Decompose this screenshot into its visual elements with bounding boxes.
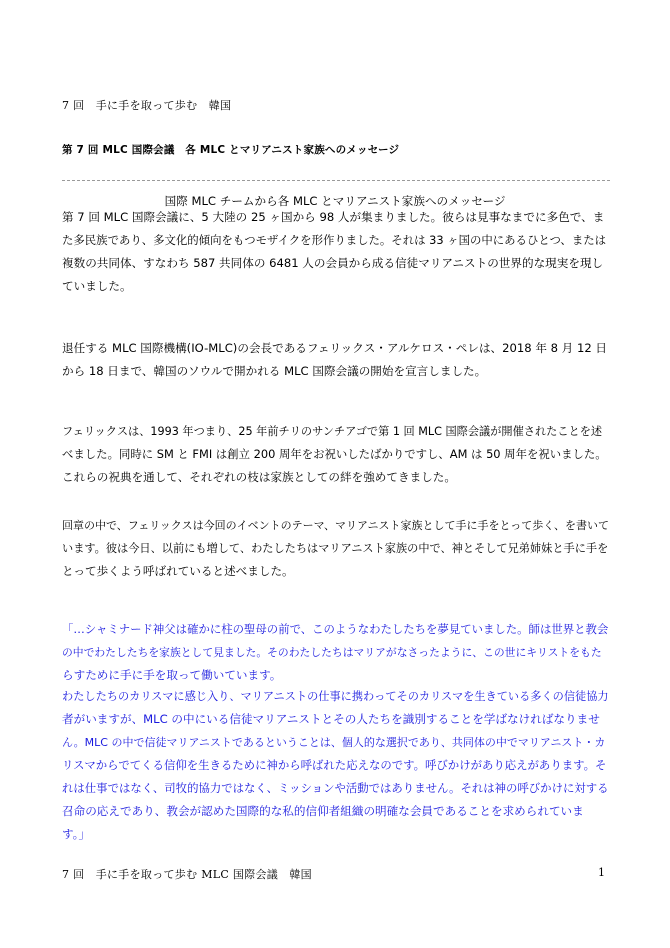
text-line: わたしたちのカリスマに感じ入り、マリアニストの仕事に携わってそのカリスマを生きている多くの信徒協力 <box>62 690 609 703</box>
text-line: とって歩くよう呼ばれていると述べました。 <box>62 564 294 578</box>
text-line: リスマからでてくる信仰を生きるために神から呼ばれた応えなのです。呼びかけがあり応えがあります。そ <box>62 758 607 772</box>
page-header: 7 回 手に手を取って歩む 韓国 <box>62 99 232 112</box>
text-line: 召命の応えであり、教会が認めた国際的な私的信仰者組織の明確な会員であることを求められていま <box>62 804 584 818</box>
paragraph-1 <box>62 206 610 298</box>
text-line: 退任する MLC 国際機構(IO-MLC)の会長であるフェリックス・アルケロス・ペレは、2018 年 8 月 12 日 <box>62 341 607 355</box>
text-line: ん。MLC の中で信徒マリアニストであるということは、個人的な選択であり、共同体の中でマリアニスト・カ <box>62 736 606 749</box>
paragraph-2 <box>62 337 610 383</box>
page-footer: 7 回 手に手を取って歩む MLC 国際会議 韓国 <box>62 868 312 881</box>
dashed-divider <box>62 180 610 181</box>
text-line: 者がいますが、MLC の中にいる信徒マリアニストとその人たちを識別することを学ばなければなりませ <box>62 712 600 726</box>
text-line: フェリックスは、1993 年つまり、25 年前チリのサンチアゴで第 1 回 MLC 国際会議が開催されたことを述 <box>62 425 603 438</box>
text-line: 回章の中で、フェリックスは今回のイベントのテーマ、マリアニスト家族として手に手をとって歩く、を書いて <box>62 519 610 532</box>
text-line: 「…シャミナード神父は確かに柱の聖母の前で、このようなわたしたちを夢見ていました。師は世界と教会 <box>62 622 609 636</box>
text-line: これらの祝典を通して、それぞれの枝は家族としての絆を強めてきました。 <box>62 470 456 484</box>
text-line: らすために手に手を取って働いています。 <box>62 668 282 682</box>
paragraph-4 <box>62 514 610 583</box>
text-line: ていました。 <box>62 279 132 293</box>
subtitle: 国際 MLC チームから各 MLC とマリアニスト家族へのメッセージ <box>164 194 506 208</box>
quote-paragraph-2 <box>62 685 610 846</box>
paragraph-3 <box>62 420 610 489</box>
text-line: す。」 <box>62 827 91 841</box>
text-line: から 18 日まで、韓国のソウルで開かれる MLC 国際会議の開始を宣言しました。 <box>62 364 487 378</box>
text-line: た多民族であり、多文化的傾向をもつモザイクを形作りました。それは 33 ヶ国の中にあるひとつ、または <box>62 233 606 247</box>
text-line: 複数の共同体、すなわち 587 共同体の 6481 人の会員から成る信徒マリアニストの世界的な現実を現し <box>62 256 604 270</box>
page-title: 第 7 回 MLC 国際会議 各 MLC とマリアニスト家族へのメッセージ <box>62 144 400 156</box>
text-line: れは仕事ではなく、司牧的協力ではなく、ミッションや活動ではありません。それは神の呼びかけに対する <box>62 781 609 795</box>
text-line: の中でわたしたちを家族として見ました。そのわたしたちはマリアがなさったように、この世にキリストをもた <box>62 646 602 659</box>
text-line: 第 7 回 MLC 国際会議に、5 大陸の 25 ヶ国から 98 人が集まりました。彼らは見事なまでに多色で、ま <box>62 210 605 224</box>
text-line: います。彼は今日、以前にも増して、わたしたちはマリアニスト家族の中で、神とそして兄弟姉妹と手に手を <box>62 542 609 555</box>
text-line: べました。同時に SM と FMI は創立 200 周年をお祝いしたばかりですし、AM は 50 周年を祝いました。 <box>62 447 607 461</box>
page-number: 1 <box>598 866 605 879</box>
quote-paragraph-1 <box>62 618 610 687</box>
